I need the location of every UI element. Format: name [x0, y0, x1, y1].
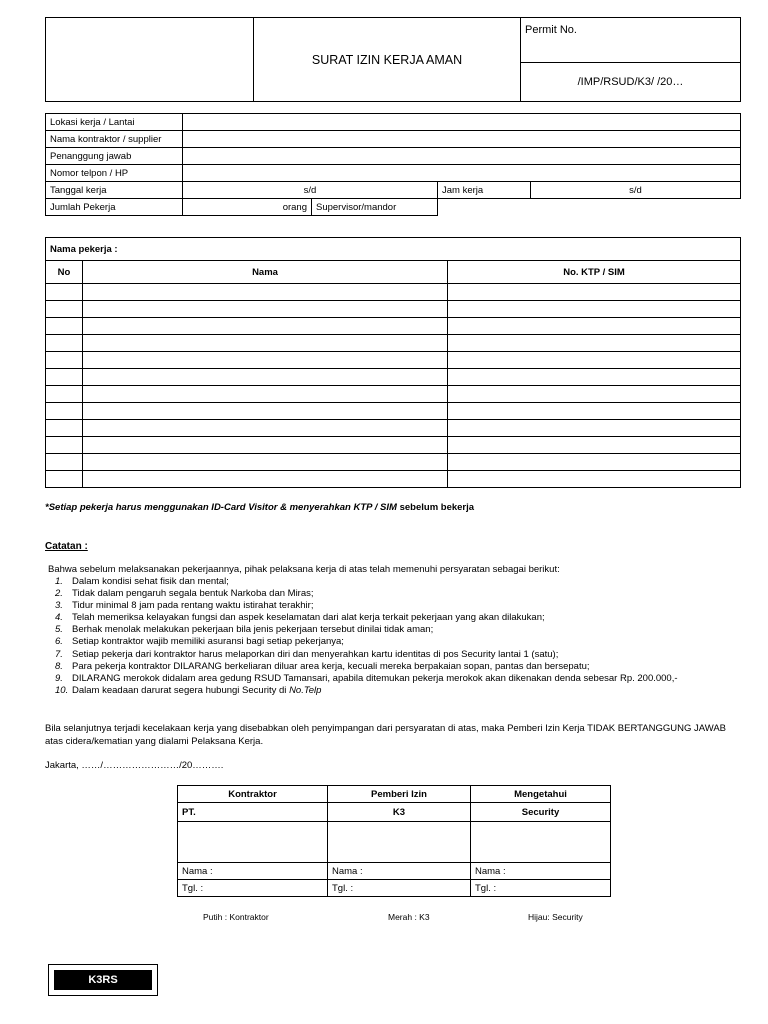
sig-nama-security[interactable]: Nama :: [471, 863, 611, 880]
note-text: Para pekerja kontraktor DILARANG berkeliaran diluar area kerja, kecuali mereka berpakaian sopan, pantas dan bersepatu;: [72, 660, 590, 672]
note-text: Berhak menolak melakukan pekerjaan bila jenis pekerjaan tersebut dinilai tidak aman;: [72, 624, 434, 636]
sig-box-k3[interactable]: [328, 822, 471, 863]
label-penanggung: Penanggung jawab: [46, 148, 183, 165]
note-item: [55, 685, 678, 697]
signature-table: [177, 785, 611, 897]
field-penanggung[interactable]: [183, 148, 741, 165]
worker-nama-cell[interactable]: [83, 420, 448, 437]
worker-no-cell[interactable]: [46, 318, 83, 335]
worker-no-cell[interactable]: [46, 284, 83, 301]
note-number: 8.: [55, 660, 63, 672]
worker-row: [46, 437, 741, 454]
worker-row: [46, 369, 741, 386]
worker-no-cell[interactable]: [46, 369, 83, 386]
sig-box-kontraktor[interactable]: [178, 822, 328, 863]
sig-k3: K3: [328, 803, 471, 822]
field-lokasi[interactable]: [183, 114, 741, 131]
idcard-note-main: *Setiap pekerja harus menggunakan ID-Card Visitor & menyerahkan KTP / SIM: [45, 502, 397, 513]
note-item: [55, 661, 678, 673]
sig-pemberi: Pemberi Izin: [328, 786, 471, 803]
label-kontraktor: Nama kontraktor / supplier: [46, 131, 183, 148]
worker-row: [46, 335, 741, 352]
header-table: [45, 17, 741, 102]
sig-pt: PT.: [178, 803, 328, 822]
worker-no-cell[interactable]: [46, 420, 83, 437]
date-line: Jakarta, ……/……………………/20……….: [45, 760, 224, 771]
note-text: Dalam kondisi sehat fisik dan mental;: [72, 576, 229, 587]
sig-tgl-k3[interactable]: Tgl. :: [328, 880, 471, 897]
worker-nama-cell[interactable]: [83, 454, 448, 471]
worker-nama-cell[interactable]: [83, 386, 448, 403]
worker-nama-cell[interactable]: [83, 369, 448, 386]
permit-label: Permit No.: [521, 18, 741, 63]
workers-title: Nama pekerja :: [46, 238, 741, 261]
note-number: 7.: [55, 648, 63, 660]
note-number: 1.: [55, 576, 63, 587]
worker-row: [46, 471, 741, 488]
worker-no-cell[interactable]: [46, 301, 83, 318]
note-number: 6.: [55, 636, 63, 648]
worker-ktp-cell[interactable]: [448, 335, 741, 352]
worker-no-cell[interactable]: [46, 352, 83, 369]
note-item: [55, 649, 678, 661]
note-item: [55, 612, 678, 624]
note-number: 2.: [55, 588, 63, 600]
note-item: [55, 600, 678, 612]
info-table: [45, 113, 741, 216]
worker-rows: [46, 284, 741, 488]
note-item: [55, 673, 678, 685]
worker-ktp-cell[interactable]: [448, 318, 741, 335]
worker-ktp-cell[interactable]: [448, 386, 741, 403]
note-item: [55, 624, 678, 636]
worker-nama-cell[interactable]: [83, 318, 448, 335]
disclaimer-line-2: atas cidera/kematian yang dialami Pelaksana Kerja.: [45, 736, 264, 747]
note-number: 4.: [55, 612, 63, 624]
note-item: [55, 588, 678, 600]
label-supervisor: Supervisor/mandor: [312, 199, 438, 216]
note-text: Dalam keadaan darurat segera hubungi Security di: [72, 684, 290, 696]
label-telpon: Nomor telpon / HP: [46, 165, 183, 182]
disclaimer-line-1: Bila selanjutnya terjadi kecelakaan kerja yang disebabkan oleh penyimpangan dari persyaratan di atas, maka Pemberi Izin Kerja TIDAK BERTANGGUNG JAWAB: [45, 723, 726, 734]
label-lokasi: Lokasi kerja / Lantai: [46, 114, 183, 131]
sig-nama-k3[interactable]: Nama :: [328, 863, 471, 880]
note-number: 5.: [55, 624, 63, 636]
note-number: 3.: [55, 600, 63, 612]
worker-ktp-cell[interactable]: [448, 369, 741, 386]
field-telpon[interactable]: [183, 165, 741, 182]
footer-code-box: [48, 964, 158, 996]
catatan-title: Catatan :: [45, 541, 88, 552]
form-title: SURAT IZIN KERJA AMAN: [254, 18, 521, 102]
worker-row: [46, 386, 741, 403]
field-supervisor: [438, 199, 741, 216]
note-item: [55, 576, 678, 588]
worker-no-cell[interactable]: [46, 335, 83, 352]
worker-no-cell[interactable]: [46, 437, 83, 454]
worker-no-cell[interactable]: [46, 403, 83, 420]
note-text: Setiap kontraktor wajib memiliki asuransi bagi setiap pekerjanya;: [72, 636, 344, 648]
sig-tgl-security[interactable]: Tgl. :: [471, 880, 611, 897]
idcard-note-suffix: sebelum bekerja: [396, 502, 475, 513]
field-jumlah[interactable]: orang: [183, 199, 312, 216]
logo-cell: [46, 18, 254, 102]
worker-nama-cell[interactable]: [83, 403, 448, 420]
worker-row: [46, 403, 741, 420]
note-number: 9.: [55, 672, 63, 684]
copy-hijau: Hijau: Security: [528, 912, 583, 922]
sig-nama-kontraktor[interactable]: Nama :: [178, 863, 328, 880]
worker-no-cell[interactable]: [46, 386, 83, 403]
sig-kontraktor: Kontraktor: [178, 786, 328, 803]
note-text: Telah memeriksa kelayakan fungsi dan aspek keselamatan dari alat kerja terkait pekerjaan yang akan dilakukan;: [72, 612, 545, 624]
worker-ktp-cell[interactable]: [448, 352, 741, 369]
worker-ktp-cell[interactable]: [448, 284, 741, 301]
worker-row: [46, 420, 741, 437]
copy-putih: Putih : Kontraktor: [203, 912, 269, 922]
worker-row: [46, 284, 741, 301]
col-no: No: [46, 261, 83, 284]
worker-nama-cell[interactable]: [83, 437, 448, 454]
sig-tgl-kontraktor[interactable]: Tgl. :: [178, 880, 328, 897]
worker-no-cell[interactable]: [46, 471, 83, 488]
note-text: Tidak dalam pengaruh segala bentuk Narkoba dan Miras;: [72, 588, 314, 600]
note-number: 10.: [55, 684, 69, 696]
permit-number: /IMP/RSUD/K3/ /20…: [521, 63, 741, 102]
note-text: Setiap pekerja dari kontraktor harus melaporkan diri dan menyerahkan kartu identitas di pos Security lantai 1 (satu);: [72, 648, 559, 660]
worker-ktp-cell[interactable]: [448, 454, 741, 471]
label-tanggal: Tanggal kerja: [46, 182, 183, 199]
note-item: [55, 636, 678, 648]
footer-code: K3RS: [54, 970, 152, 990]
worker-row: [46, 301, 741, 318]
worker-nama-cell[interactable]: [83, 301, 448, 318]
worker-ktp-cell[interactable]: [448, 471, 741, 488]
worker-nama-cell[interactable]: [83, 352, 448, 369]
field-jam[interactable]: s/d: [531, 182, 741, 199]
worker-row: [46, 318, 741, 335]
worker-nama-cell[interactable]: [83, 284, 448, 301]
worker-row: [46, 352, 741, 369]
label-jumlah: Jumlah Pekerja: [46, 199, 183, 216]
note-text: Tidur minimal 8 jam pada rentang waktu istirahat terakhir;: [72, 600, 314, 612]
sig-mengetahui: Mengetahui: [471, 786, 611, 803]
idcard-note: [45, 502, 474, 513]
workers-table: [45, 237, 741, 488]
field-kontraktor[interactable]: [183, 131, 741, 148]
col-ktp: No. KTP / SIM: [448, 261, 741, 284]
worker-ktp-cell[interactable]: [448, 437, 741, 454]
worker-nama-cell[interactable]: [83, 471, 448, 488]
worker-no-cell[interactable]: [46, 454, 83, 471]
worker-ktp-cell[interactable]: [448, 301, 741, 318]
notes-list: [55, 576, 678, 697]
worker-ktp-cell[interactable]: [448, 420, 741, 437]
field-tanggal[interactable]: s/d: [183, 182, 438, 199]
col-nama: Nama: [83, 261, 448, 284]
label-jam: Jam kerja: [438, 182, 531, 199]
sig-security: Security: [471, 803, 611, 822]
intro-text: Bahwa sebelum melaksanakan pekerjaannya, pihak pelaksana kerja di atas telah memenuhi persyaratan sebagai berikut:: [48, 564, 560, 575]
copy-merah: Merah : K3: [388, 912, 430, 922]
worker-ktp-cell[interactable]: [448, 403, 741, 420]
note-emphasis: No.Telp: [289, 684, 322, 696]
worker-nama-cell[interactable]: [83, 335, 448, 352]
note-text: DILARANG merokok didalam area gedung RSUD Tamansari, apabila ditemukan pekerja merokok akan dikenakan denda sebesar Rp. 200.000,-: [72, 672, 678, 684]
worker-row: [46, 454, 741, 471]
sig-box-security[interactable]: [471, 822, 611, 863]
